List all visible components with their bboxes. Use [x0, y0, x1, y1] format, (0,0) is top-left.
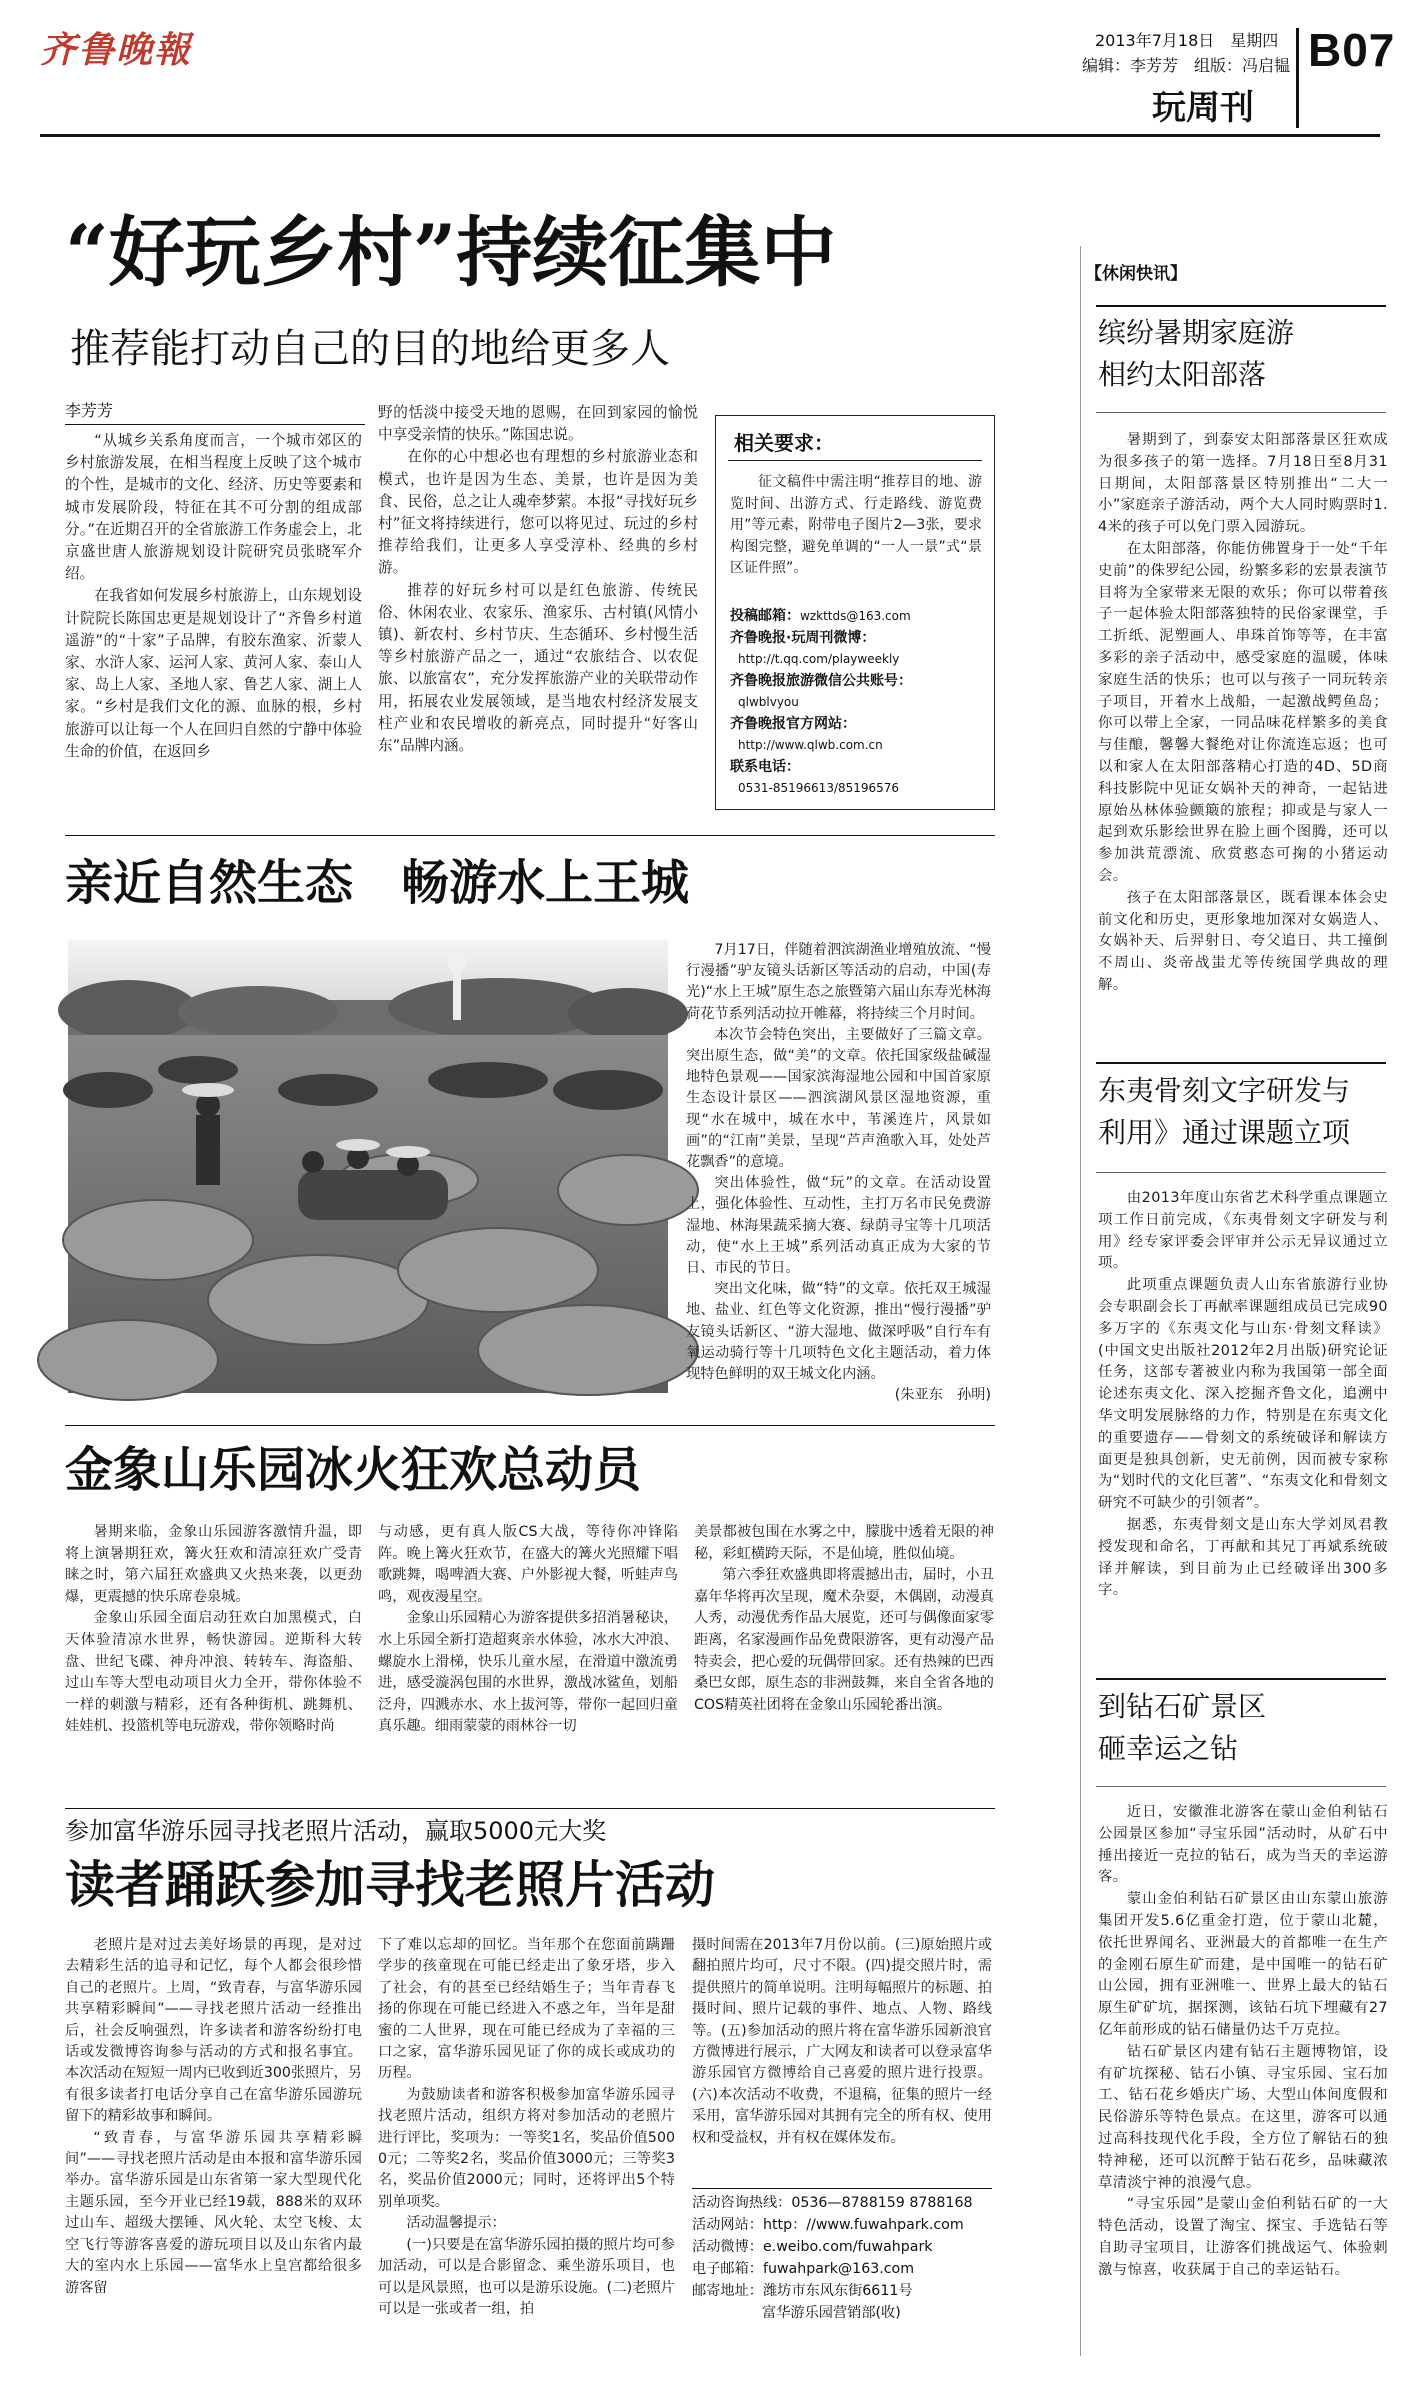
contact-line: http://www.qlwb.com.cn: [738, 738, 883, 752]
contact-line: 齐鲁晚报旅游微信公共账号：: [730, 672, 912, 689]
contact-line: 邮寄地址：潍坊市东风东街6611号: [692, 2283, 913, 2299]
sidebar-item-body: 由2013年度山东省艺术科学重点课题立项工作日前完成，《东夷骨刻文字研发与利用》经专家评委会评审并公示无异议通过立项。 此项重点课题负责人山东省旅游行业协会专职副会长丁再献率课题组成员已完成90多万字的《东夷文化与山东·骨刻文释读》(中国文史出版社2012年2月出版)研究论证任务，这部专著被业内称为我国第一部全面论述东夷文化、深入挖掘齐鲁文化，追溯中华文明发展脉络的力作，特别是在东夷文化的重要遗存——骨刻文的系统破译和解读方面更是独具创新，史无前例，因而被专家称为“划时代的文化巨著”、“东夷文化和骨刻文研究不可缺少的引领者”。 据悉，东夷骨刻文是山东大学刘凤君教授发现和命名，丁再献和其兄丁再斌系统破译并解读，到目前为止已经破译出300多字。: [1098, 1190, 1388, 1599]
contact-line: 齐鲁晚报官方网站：: [730, 715, 856, 732]
contact-line: 投稿邮箱：wzkttds@163.com: [730, 608, 911, 624]
requirements-box: [715, 415, 995, 810]
article4-col2: 下了难以忘却的回忆。当年那个在您面前蹒跚学步的孩童现在可能已经走出了象牙塔，步入了社会，有的甚至已经结婚生子；当年青春飞扬的你现在可能已经进入不惑之年，当年是甜蜜的二人世界，现在可能已经成为了幸福的三口之家，富华游乐园见证了你的成长或成功的历程。 为鼓励读者和游客积极参加富华游乐园寻找老照片活动，组织方将对参加活动的老照片进行评比，奖项为：一等奖1名，奖品价值5000元；二等奖2名，奖品价值3000元；三等奖3名，奖品价值2000元；同时，还将评出5个特别单项奖。 活动温馨提示： (一)只要是在富华游乐园拍摄的照片均可参加活动，可以是合影留念、乘坐游乐项目，也可以是风景照，也可以是游乐设施。(二)老照片可以是一张或者一组，拍: [378, 1937, 675, 2317]
header-divider: [1296, 28, 1299, 128]
page-code: B07: [1308, 24, 1396, 76]
section-title: 玩周刊: [1152, 88, 1254, 128]
sidebar-item-rule: [1096, 1678, 1386, 1680]
article4-headline: 读者踊跃参加寻找老照片活动: [65, 1856, 715, 1914]
contact-line: 电子邮箱：fuwahpark@163.com: [692, 2261, 915, 2277]
sidebar-item-body: 近日，安徽淮北游客在蒙山金伯利钻石公园景区参加“寻宝乐园”活动时，从矿石中捶出接近一克拉的钻石，成为当天的幸运游客。 蒙山金伯利钻石矿景区由山东蒙山旅游集团开发5.6亿重金打造，位于蒙山北麓，依托世界闻名、亚洲最大的首都唯一在生产的金刚石原生矿而建，是中国唯一的钻石矿山公园，拥有亚洲唯一、世界上最大的钻石原生矿矿坑，据探测，该钻石坑下埋藏有27亿年前形成的钻石储量仍达千万克拉。 钻石矿景区内建有钻石主题博物馆，设有矿坑探秘、钻石小镇、寻宝乐园、宝石加工、钻石花乡婚庆广场、大型山体间度假和民俗游乐等特色景点。在这里，游客可以通过高科技现代化手段，全方位了解钻石的独特神秘，还可以沉醉于钻石花乡，品味藏浓草清淡宁神的浪漫气息。 “寻宝乐园”是蒙山金伯利钻石矿的一大特色活动，设置了淘宝、探宝、手选钻石等自助寻宝项目，让游客们挑战运气、体验刺激与惊喜，收获属于自己的幸运钻石。: [1098, 1804, 1388, 2278]
header-rule: [40, 134, 1380, 137]
contacts-rule: [692, 2188, 992, 2189]
contact-line: 齐鲁晚报·玩周刊微博：: [730, 629, 876, 646]
contact-line: 活动网站：http：//www.fuwahpark.com: [692, 2217, 964, 2233]
sidebar-item-rule: [1096, 412, 1386, 413]
sidebar-item-title: 到钻石矿景区 砸幸运之钻: [1098, 1690, 1267, 1765]
contact-line: http://t.qq.com/playweekly: [738, 652, 900, 666]
photo-illustration: [68, 940, 668, 1393]
newspaper-logo: 齐鲁晚報: [40, 29, 193, 71]
sidebar-tag: 【休闲快讯】: [1085, 264, 1187, 284]
article4-col3: 摄时间需在2013年7月份以前。(三)原始照片或翻拍照片均可，尺寸不限。(四)提交照片时，需提供照片的简单说明。注明每幅照片的标题、拍摄时间、照片记载的事件、地点、人物、路线等。(五)参加活动的照片将在富华游乐园新浪官方微博进行展示，广大网友和读者可以登录富华游乐园官方微博给自己喜爱的照片进行投票。(六)本次活动不收费，不退稿，征集的照片一经采用，富华游乐园对其拥有完全的所有权、使用权和受益权，并有权在媒体发布。: [692, 1937, 992, 2146]
requirements-title: 相关要求：: [734, 431, 834, 455]
article4-kicker: 参加富华游乐园寻找老照片活动，赢取5000元大奖: [65, 1817, 607, 1845]
requirements-contacts: [730, 606, 986, 800]
requirements-rule: [728, 460, 982, 461]
sidebar-item-rule: [1096, 1786, 1386, 1787]
article3-col2: 与动感，更有真人版CS大战，等待你冲锋陷阵。晚上篝火狂欢节，在盛大的篝火光照耀下唱歌跳舞，喝啤酒大赛、户外影视大餐，听蛙声鸟鸣，观夜漫星空。 金象山乐园精心为游客提供多招消暑秘诀，水上乐园全新打造超爽亲水体验，冰水大冲浪、螺旋水上滑梯，快乐儿童水屋，在滑道中激流勇进，感受漩涡包围的水世界，激战冰鲨鱼，划船泛舟，四溅赤水、水上拔河等，带你一起回归童真乐趣。细雨蒙蒙的雨林谷一切: [378, 1524, 678, 1735]
contact-line: 联系电话：: [730, 758, 800, 775]
sidebar-item-rule: [1096, 1062, 1386, 1064]
editor-line: 编辑：李芳芳 组版：冯启韫: [1082, 56, 1291, 75]
article1-headline: “好玩乡村”持续征集中: [65, 208, 837, 297]
sidebar-item-rule: [1096, 1172, 1386, 1173]
article1-byline: 李芳芳: [65, 401, 114, 420]
byline-rule: [65, 424, 365, 425]
contact-line: 0531-85196613/85196576: [738, 781, 900, 795]
article2-body: 7月17日，伴随着泗滨湖渔业增殖放流、“慢行漫播”驴友镜头话新区等活动的启动，中国(寿光)“水上王城”原生态之旅暨第六届山东寿光林海荷花节系列活动拉开帷幕，将持续三个月时间。 本次节会特色突出，主要做好了三篇文章。突出原生态，做“美”的文章。依托国家级盐碱湿地特色景观——国家滨海湿地公园和中国首家原生态设计景区——泗滨湖风景区湿地资源，重现“水在城中，城在水中，苇溪连片，风景如画”的“江南”美景，呈现“芦声渔歌入耳，处处芦花飘香”的意境。 突出体验性，做“玩”的文章。在活动设置上，强化体验性、互动性，主打万名市民免费游湿地、林海果蔬采摘大赛、绿荫寻宝等十几项活动，使“水上王城”系列活动真正成为大家的节日、市民的节日。 突出文化味，做“特”的文章。依托双王城湿地、盐业、红色等文化资源，推出“慢行漫播”驴友镜头话新区、“游大湿地、做深呼吸”自行车有氧运动骑行等十几项特色文化主题活动，着力体现特色鲜明的双王城文化内涵。 (朱亚东 孙明): [686, 940, 991, 1410]
contact-line: 活动咨询热线：0536—8788159 8788168: [692, 2195, 973, 2211]
article2-top-rule: [65, 835, 995, 836]
article2-credit: (朱亚东 孙明): [894, 1387, 991, 1404]
sidebar-item-rule: [1096, 305, 1386, 307]
article1-col1: “从城乡关系角度而言，一个城市郊区的乡村旅游发展，在相当程度上反映了这个城市的个性，是城市的文化、经济、历史等要素和城市发展阶段，特征在其不可分割的组成部分。”在近期召开的全省旅游工作务虚会上，北京盛世唐人旅游规划设计院研究员张晓军介绍。 在我省如何发展乡村旅游上，山东规划设计院院长陈国忠更是规划设计了“齐鲁乡村道遥游”的“十家”子品牌，有胶东渔家、沂蒙人家、水浒人家、运河人家、黄河人家、泰山人家、岛上人家、圣地人家、鲁艺人家、湖上人家。“乡村是我们文化的源、血脉的根，乡村旅游可以让每一个人在回归自然的宁静中体验生命的价值，在返回乡: [65, 432, 362, 760]
article3-top-rule: [65, 1425, 995, 1426]
article3-headline: 金象山乐园冰火狂欢总动员: [65, 1442, 642, 1498]
article3-col3: 美景都被包围在水雾之中，朦胧中透着无限的神秘，彩虹横跨天际，不是仙境，胜似仙境。 第六季狂欢盛典即将震撼出击，届时，小丑嘉年华将再次呈现，魔术杂耍，木偶剧，动漫真人秀，动漫优秀作品大展览，还可与偶像面家零距离，名家漫画作品免费限游客，更有动漫产品特卖会，把心爱的玩偶带回家。还有热辣的巴西桑巴女郎，原生态的非洲鼓舞，来自全省各地的COS精英社团将在金象山乐园轮番出演。: [694, 1524, 994, 1713]
article4-col1: 老照片是对过去美好场景的再现，是对过去精彩生活的追寻和记忆，每个人都会很珍惜自己的老照片。上周，“致青春，与富华游乐园共享精彩瞬间”——寻找老照片活动一经推出后，社会反响强烈，许多读者和游客纷纷打电话或发微博咨询参与活动的方式和报名事宜。本次活动在短短一周内已收到近300张照片，另有很多读者打电话分享自己在富华游乐园游玩留下的精彩故事和瞬间。 “致青春，与富华游乐园共享精彩瞬间”——寻找老照片活动是由本报和富华游乐园举办。富华游乐园是山东省第一家大型现代化主题乐园，至今开业已经19载，888米的双环过山车、超级大摆锤、风火轮、太空飞梭、太空飞行等游客喜爱的游玩项目以及山东省内最大的室内水上乐园——富华水上皇宫都给很多游客留: [65, 1937, 362, 2296]
article1-subhead: 推荐能打动自己的目的地给更多人: [70, 326, 670, 372]
sidebar-item-title: 缤纷暑期家庭游 相约太阳部落: [1098, 316, 1295, 391]
sidebar-item-body: 暑期到了，到泰安太阳部落景区狂欢成为很多孩子的第一选择。7月18日至8月31日期间，太阳部落景区特别推出“二大一小”家庭亲子游活动，两个大人同时购票时1.4米的孩子可以免门票入园游玩。 在太阳部落，你能仿佛置身于一处“千年史前”的侏罗纪公园，纷繁多彩的宏景表演节目将为全家带来无限的欢乐；你可以带着孩子一起体验太阳部落独特的民俗家课堂，手工折纸、泥塑画人、串珠首饰等等，在丰富多彩的亲子活动中，感受家庭的温暖，体味家庭生活的快乐；也可以与孩子一同玩转亲子项目，开着水上战船，一起激战鳄鱼岛；你可以带上全家，一同品味花样繁多的美食与佳酿，馨馨大餐绝对让你流连忘返；也可以和家人在太阳部落精心打造的4D、5D商科技影院中见证女娲补天的神奇，一起钻进原始丛林体验颤簸的旅程；抑或是与家人一起到欢乐影绘世界在脸上画个图腾，还可以参加洪荒漂流、欣赏憨态可掬的小猪运动会。 孩子在太阳部落景区，既看课本体会史前文化和历史，更形象地加深对女娲造人、女娲补天、后羿射日、夸父追日、共工撞倒不周山、炎帝战蚩尤等传统国学典故的理解。: [1098, 432, 1388, 993]
article1-col2: 野的恬淡中接受天地的恩赐，在回到家园的愉悦中享受亲情的快乐。”陈国忠说。 在你的心中想必也有理想的乡村旅游业态和模式，也许是因为生态、美景，也许是因为美食、民俗，总之让人魂牵梦萦。本报“寻找好玩乡村”征文将持续进行，您可以将见过、玩过的乡村推荐给我们，让更多人享受淳朴、经典的乡村游。 推荐的好玩乡村可以是红色旅游、传统民俗、休闲农业、农家乐、渔家乐、古村镇(风情小镇)、新农村、乡村节庆、生态循环、乡村慢生活等乡村旅游产品之一，通过“农旅结合、以农促旅、以旅富农”，充分发挥旅游产业的关联带动作用，拓展农业发展领域，是当地农村经济发展支柱产业和农民增收的新亮点，同时提升“好客山东”品牌内涵。: [378, 404, 698, 755]
lotus-lake-photo: [68, 940, 668, 1393]
contact-line: qlwblvyou: [738, 695, 799, 709]
date-line: 2013年7月18日 星期四: [1095, 31, 1279, 50]
article2-headline: 亲近自然生态 畅游水上王城: [65, 855, 690, 911]
sidebar-divider: [1080, 246, 1081, 2356]
article4-contacts: [692, 2192, 992, 2324]
requirements-body: 征文稿件中需注明“推荐目的地、游览时间、出游方式、行走路线、游览费用”等元素，附带电子图片2—3张，要求构图完整，避免单调的“一人一景”式“景区证件照”。: [730, 474, 982, 577]
contact-line: 活动微博：e.weibo.com/fuwahpark: [692, 2239, 933, 2255]
article3-col1: 暑期来临，金象山乐园游客激情升温，即将上演暑期狂欢，篝火狂欢和清凉狂欢广受青睐之时，第六届狂欢盛典又火热来袭，以更劲爆，更震撼的快乐席卷泉城。 金象山乐园全面启动狂欢白加黑模式，白天体验清凉水世界，畅快游园。逆斯科大转盘、世纪飞碟、神舟冲浪、转转车、海盗船、过山车等大型电动项目火力全开，带你体验不一样的刺激与精彩，还有各种街机、跳舞机、娃娃机、投篮机等电玩游戏，带你领略时尚: [65, 1524, 362, 1735]
sidebar-item-title: 东夷骨刻文字研发与 利用》通过课题立项: [1098, 1074, 1351, 1149]
article4-top-rule: [65, 1808, 995, 1809]
contact-line: 富华游乐园营销部(收): [762, 2305, 901, 2321]
